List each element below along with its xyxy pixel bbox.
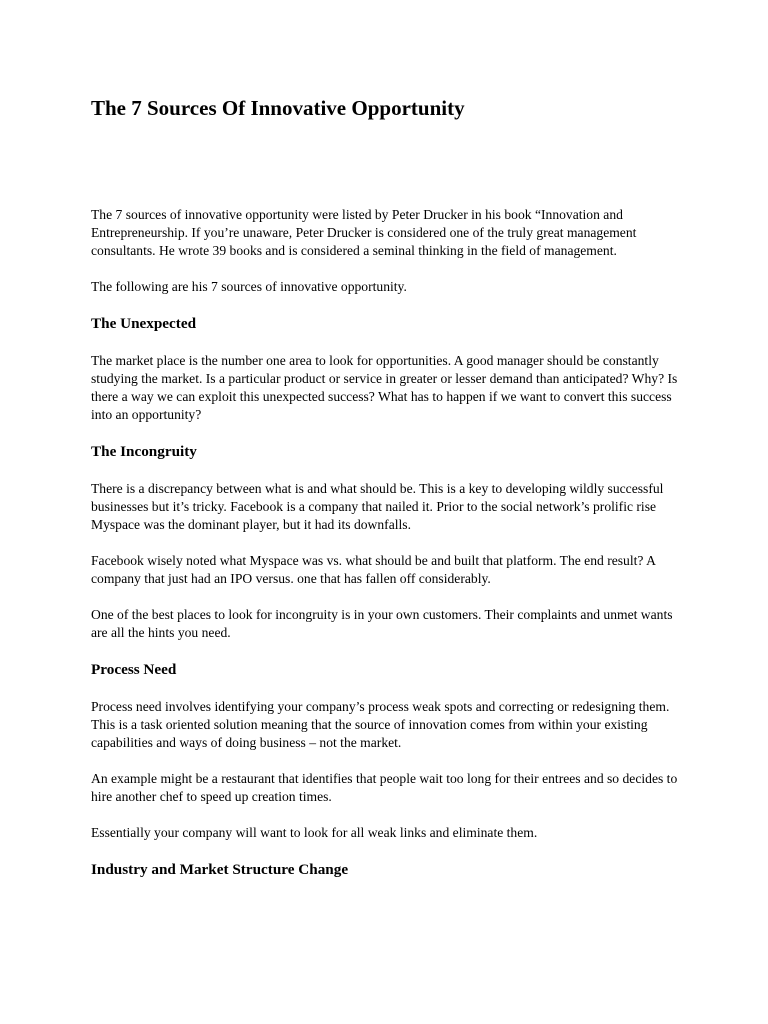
section-heading-industry-market-structure-change: Industry and Market Structure Change xyxy=(91,861,349,878)
section-heading-incongruity: The Incongruity xyxy=(91,443,197,460)
section-paragraph: One of the best places to look for incongruity is in your own customers. Their complaints and unmet wants are all the hints you need. xyxy=(91,607,673,640)
section-paragraph: The market place is the number one area to look for opportunities. A good manager should be constantly studying the market. Is a particular product or service in greater or lesser demand than anticipated? Why? Is there a way we can exploit this unexpected success? What has to happen if we want to convert this success into an opportunity? xyxy=(91,353,678,422)
section-paragraph: Facebook wisely noted what Myspace was vs. what should be and built that platform. The end result? A company that just had an IPO versus. one that has fallen off considerably. xyxy=(91,553,656,586)
section-paragraph: An example might be a restaurant that identifies that people wait too long for their entrees and so decides to hire another chef to speed up creation times. xyxy=(91,771,678,804)
section-heading-process-need: Process Need xyxy=(91,661,177,678)
section-paragraph: Essentially your company will want to look for all weak links and eliminate them. xyxy=(91,825,538,840)
section-paragraph: Process need involves identifying your company’s process weak spots and correcting or redesigning them. This is a task oriented solution meaning that the source of innovation comes from within your existing capabilities and ways of doing business – not the market. xyxy=(91,699,670,750)
document-body xyxy=(91,206,691,898)
page-title: The 7 Sources Of Innovative Opportunity xyxy=(91,96,465,120)
section-heading-unexpected: The Unexpected xyxy=(91,315,197,332)
intro-paragraph: The following are his 7 sources of innovative opportunity. xyxy=(91,279,407,294)
intro-paragraph: The 7 sources of innovative opportunity were listed by Peter Drucker in his book “Innovation and Entrepreneurship. If you’re unaware, Peter Drucker is considered one of the truly great management consultants. He wrote 39 books and is considered a seminal thinking in the field of management. xyxy=(91,207,637,258)
section-paragraph: There is a discrepancy between what is and what should be. This is a key to developing wildly successful businesses but it’s tricky. Facebook is a company that nailed it. Prior to the social network’s prolific rise Myspace was the dominant player, but it had its downfalls. xyxy=(91,481,664,532)
